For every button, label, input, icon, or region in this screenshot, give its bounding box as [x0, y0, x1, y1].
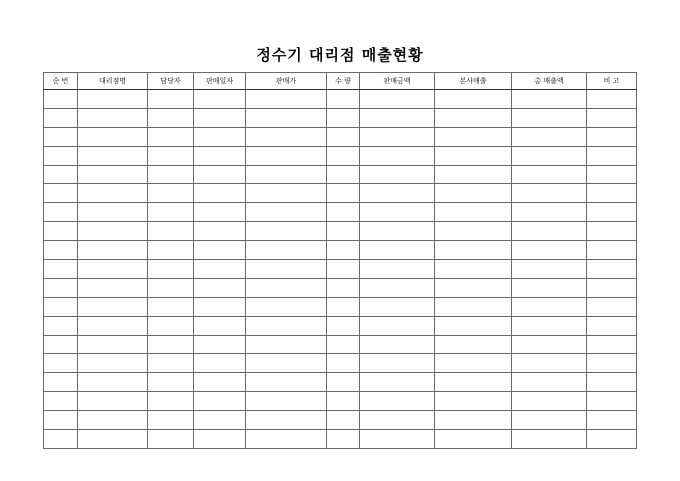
- table-cell: [360, 127, 435, 146]
- table-header: [44, 73, 637, 90]
- table-cell: [78, 373, 148, 392]
- table-cell: [246, 316, 327, 335]
- table-cell: [246, 222, 327, 241]
- table-cell: [360, 373, 435, 392]
- table-cell: [512, 108, 587, 127]
- table-cell: [148, 297, 194, 316]
- table-cell: [148, 203, 194, 222]
- table-cell: [587, 165, 637, 184]
- table-cell: [78, 297, 148, 316]
- table-cell: [44, 108, 78, 127]
- table-cell: [435, 203, 512, 222]
- table-cell: [246, 165, 327, 184]
- column-header: 본사매출: [435, 73, 512, 90]
- table-cell: [360, 411, 435, 430]
- table-cell: [587, 392, 637, 411]
- table-cell: [587, 108, 637, 127]
- table-row: [44, 392, 637, 411]
- table-cell: [360, 108, 435, 127]
- table-cell: [246, 430, 327, 449]
- table-cell: [512, 373, 587, 392]
- table-cell: [360, 392, 435, 411]
- table-cell: [327, 316, 360, 335]
- table-cell: [435, 392, 512, 411]
- table-cell: [360, 165, 435, 184]
- table-cell: [194, 392, 246, 411]
- table-cell: [512, 354, 587, 373]
- table-cell: [44, 184, 78, 203]
- table-cell: [148, 127, 194, 146]
- table-cell: [327, 165, 360, 184]
- table-cell: [194, 241, 246, 260]
- table-cell: [148, 146, 194, 165]
- table-cell: [360, 430, 435, 449]
- table-cell: [194, 127, 246, 146]
- table-cell: [194, 203, 246, 222]
- table-cell: [327, 184, 360, 203]
- table-cell: [44, 373, 78, 392]
- table-cell: [435, 430, 512, 449]
- table-cell: [44, 411, 78, 430]
- table-cell: [148, 90, 194, 109]
- table-cell: [148, 222, 194, 241]
- table-cell: [587, 203, 637, 222]
- table-cell: [327, 297, 360, 316]
- table-cell: [44, 354, 78, 373]
- table-cell: [78, 127, 148, 146]
- table-cell: [78, 222, 148, 241]
- table-cell: [148, 411, 194, 430]
- table-row: [44, 241, 637, 260]
- table-row: [44, 203, 637, 222]
- table-cell: [435, 146, 512, 165]
- table-cell: [44, 297, 78, 316]
- table-cell: [512, 184, 587, 203]
- table-cell: [148, 278, 194, 297]
- table-cell: [360, 203, 435, 222]
- table-cell: [587, 335, 637, 354]
- table-cell: [327, 146, 360, 165]
- table-cell: [512, 316, 587, 335]
- table-cell: [148, 260, 194, 279]
- table-cell: [194, 335, 246, 354]
- table-cell: [587, 354, 637, 373]
- table-cell: [194, 260, 246, 279]
- table-cell: [512, 411, 587, 430]
- table-cell: [44, 241, 78, 260]
- table-cell: [78, 278, 148, 297]
- table-cell: [44, 146, 78, 165]
- table-cell: [327, 278, 360, 297]
- table-cell: [512, 165, 587, 184]
- table-cell: [327, 90, 360, 109]
- column-header: 판매가: [246, 73, 327, 90]
- table-cell: [194, 90, 246, 109]
- table-cell: [148, 316, 194, 335]
- table-cell: [44, 222, 78, 241]
- table-cell: [512, 297, 587, 316]
- table-cell: [360, 297, 435, 316]
- table-cell: [194, 316, 246, 335]
- table-cell: [148, 354, 194, 373]
- table-cell: [78, 335, 148, 354]
- table-cell: [435, 335, 512, 354]
- table-cell: [148, 108, 194, 127]
- table-cell: [194, 411, 246, 430]
- table-cell: [194, 278, 246, 297]
- table-cell: [327, 203, 360, 222]
- table-cell: [44, 392, 78, 411]
- table-cell: [327, 354, 360, 373]
- table-cell: [246, 335, 327, 354]
- table-cell: [435, 373, 512, 392]
- table-cell: [587, 241, 637, 260]
- column-header: 담당자: [148, 73, 194, 90]
- table-cell: [435, 184, 512, 203]
- header-row: [44, 73, 637, 90]
- table-cell: [435, 165, 512, 184]
- table-cell: [194, 165, 246, 184]
- table-cell: [44, 203, 78, 222]
- table-row: [44, 146, 637, 165]
- table-cell: [78, 165, 148, 184]
- table-cell: [435, 108, 512, 127]
- table-row: [44, 278, 637, 297]
- table-cell: [327, 411, 360, 430]
- table-cell: [512, 146, 587, 165]
- table-cell: [194, 108, 246, 127]
- table-row: [44, 165, 637, 184]
- table-row: [44, 184, 637, 203]
- table-cell: [435, 278, 512, 297]
- table-row: [44, 108, 637, 127]
- table-cell: [512, 222, 587, 241]
- table-cell: [78, 392, 148, 411]
- table-cell: [512, 278, 587, 297]
- table-cell: [360, 354, 435, 373]
- table-cell: [435, 411, 512, 430]
- table-row: [44, 297, 637, 316]
- table-cell: [587, 430, 637, 449]
- sales-table: [43, 72, 637, 449]
- table-cell: [194, 222, 246, 241]
- table-row: [44, 127, 637, 146]
- table-cell: [78, 146, 148, 165]
- table-cell: [246, 278, 327, 297]
- page-title: 정수기 대리점 매출현황: [256, 46, 424, 64]
- table-cell: [246, 411, 327, 430]
- table-cell: [512, 127, 587, 146]
- table-cell: [327, 108, 360, 127]
- table-cell: [360, 184, 435, 203]
- table-cell: [44, 127, 78, 146]
- table-cell: [587, 90, 637, 109]
- table-cell: [327, 335, 360, 354]
- table-cell: [148, 165, 194, 184]
- table-cell: [435, 127, 512, 146]
- table-cell: [246, 184, 327, 203]
- table-cell: [587, 316, 637, 335]
- table-cell: [435, 90, 512, 109]
- table-cell: [78, 354, 148, 373]
- table-cell: [360, 316, 435, 335]
- table-cell: [327, 241, 360, 260]
- table-cell: [246, 146, 327, 165]
- table-cell: [327, 127, 360, 146]
- table-cell: [512, 90, 587, 109]
- table-cell: [78, 90, 148, 109]
- table-cell: [44, 316, 78, 335]
- table-cell: [587, 127, 637, 146]
- table-cell: [327, 260, 360, 279]
- table-cell: [44, 335, 78, 354]
- table-cell: [148, 430, 194, 449]
- table-cell: [360, 90, 435, 109]
- table-row: [44, 222, 637, 241]
- table-cell: [246, 373, 327, 392]
- table-cell: [194, 297, 246, 316]
- table-cell: [587, 260, 637, 279]
- table-body: [44, 90, 637, 449]
- table-cell: [435, 241, 512, 260]
- table-cell: [360, 335, 435, 354]
- table-cell: [246, 241, 327, 260]
- table-cell: [435, 316, 512, 335]
- table-cell: [246, 90, 327, 109]
- table-cell: [512, 260, 587, 279]
- table-cell: [512, 203, 587, 222]
- table-cell: [246, 127, 327, 146]
- table-cell: [246, 392, 327, 411]
- column-header: 판매금액: [360, 73, 435, 90]
- table-cell: [512, 241, 587, 260]
- table-cell: [44, 165, 78, 184]
- table-cell: [512, 335, 587, 354]
- table-cell: [327, 373, 360, 392]
- table-cell: [327, 430, 360, 449]
- table-cell: [78, 411, 148, 430]
- column-header: 판매일자: [194, 73, 246, 90]
- table-cell: [194, 373, 246, 392]
- table-row: [44, 90, 637, 109]
- table-cell: [246, 297, 327, 316]
- table-cell: [246, 203, 327, 222]
- column-header: 총 매출액: [512, 73, 587, 90]
- column-header: 수 량: [327, 73, 360, 90]
- table-cell: [360, 241, 435, 260]
- table-cell: [78, 316, 148, 335]
- table-cell: [194, 184, 246, 203]
- table-row: [44, 411, 637, 430]
- table-cell: [78, 430, 148, 449]
- table-cell: [587, 222, 637, 241]
- table-row: [44, 335, 637, 354]
- table-cell: [435, 354, 512, 373]
- table-cell: [148, 241, 194, 260]
- table-cell: [327, 392, 360, 411]
- table-cell: [360, 278, 435, 297]
- table-cell: [360, 222, 435, 241]
- table-cell: [246, 260, 327, 279]
- table-cell: [44, 430, 78, 449]
- table-cell: [327, 222, 360, 241]
- table-cell: [194, 146, 246, 165]
- table-row: [44, 430, 637, 449]
- table-cell: [148, 392, 194, 411]
- table-cell: [194, 354, 246, 373]
- table-cell: [44, 278, 78, 297]
- table-cell: [44, 90, 78, 109]
- table-cell: [512, 430, 587, 449]
- table-row: [44, 260, 637, 279]
- column-header: 비 고: [587, 73, 637, 90]
- table-cell: [587, 146, 637, 165]
- table-cell: [78, 260, 148, 279]
- table-row: [44, 316, 637, 335]
- table-cell: [587, 373, 637, 392]
- table-cell: [435, 260, 512, 279]
- table-cell: [360, 146, 435, 165]
- table-cell: [78, 184, 148, 203]
- table-cell: [435, 222, 512, 241]
- table-cell: [587, 297, 637, 316]
- table-cell: [360, 260, 435, 279]
- table-cell: [78, 241, 148, 260]
- table-cell: [435, 297, 512, 316]
- table-cell: [512, 392, 587, 411]
- table-cell: [148, 335, 194, 354]
- table-row: [44, 354, 637, 373]
- table-cell: [194, 430, 246, 449]
- table-cell: [148, 373, 194, 392]
- table-cell: [44, 260, 78, 279]
- table-cell: [587, 411, 637, 430]
- table-row: [44, 373, 637, 392]
- table-cell: [246, 354, 327, 373]
- table-cell: [587, 184, 637, 203]
- table-cell: [78, 203, 148, 222]
- column-header: 순 번: [44, 73, 78, 90]
- table-cell: [148, 184, 194, 203]
- table-cell: [78, 108, 148, 127]
- column-header: 대리점명: [78, 73, 148, 90]
- table-cell: [246, 108, 327, 127]
- table-cell: [587, 278, 637, 297]
